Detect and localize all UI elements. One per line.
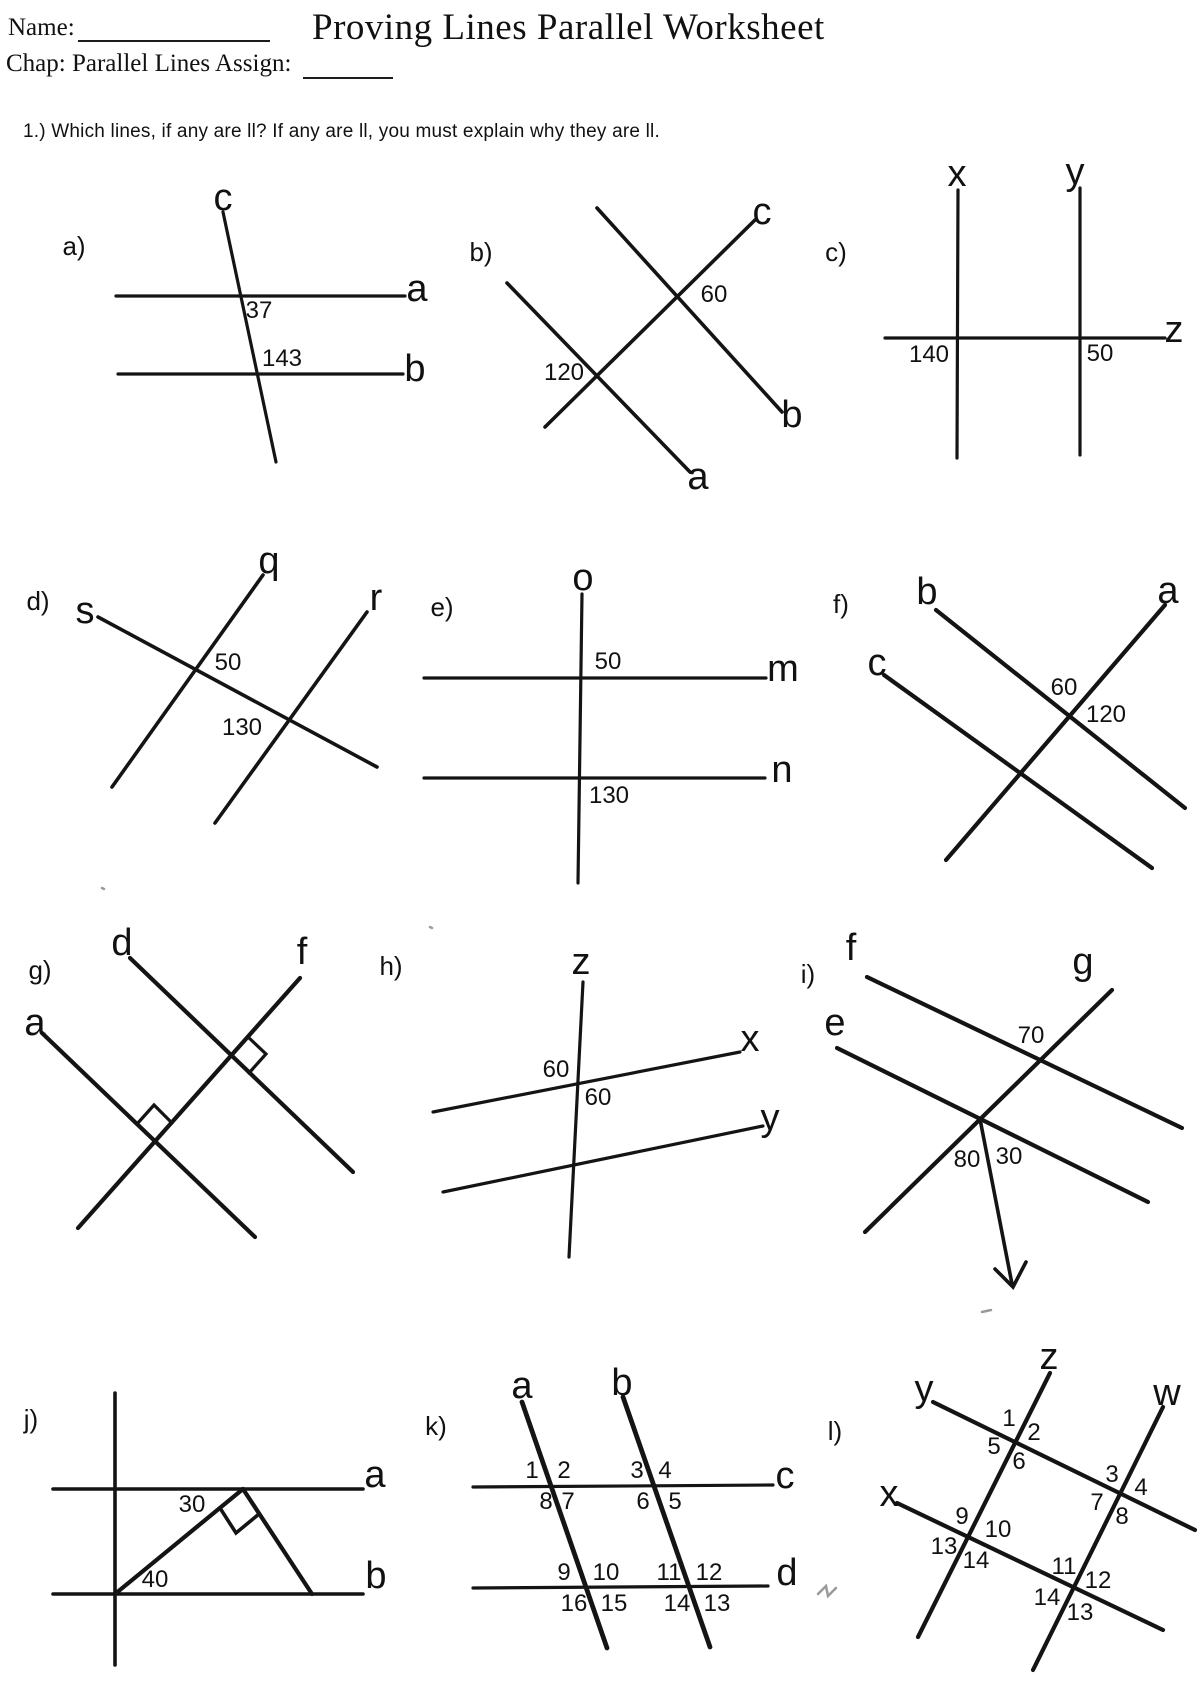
h-angle-60-right: 60 <box>584 1084 612 1111</box>
question-text: 1.) Which lines, if any are ll? If any are ll, you must explain why they are ll. <box>23 121 660 142</box>
a-angle-37: 37 <box>245 297 273 324</box>
k-angle-2: 2 <box>557 1457 571 1484</box>
diagram-d-art <box>98 575 377 823</box>
i-angle-80: 80 <box>953 1146 981 1173</box>
diagram-i-id: i) <box>800 959 816 989</box>
j-ray-right <box>243 1489 312 1594</box>
b-label-line-b: b <box>781 394 803 436</box>
a-label-line-c: c <box>213 177 233 219</box>
l-angle-4: 4 <box>1134 1474 1148 1501</box>
k-angle-8: 8 <box>539 1488 553 1515</box>
c-angle-140: 140 <box>908 341 950 368</box>
l-label-line-x: x <box>879 1473 899 1515</box>
diagram-j-art <box>53 1393 363 1665</box>
diagram-l-art <box>897 1373 1195 1670</box>
diagram-b-id: b) <box>469 237 493 267</box>
diagram-a-art <box>116 212 405 462</box>
l-angle-3: 3 <box>1105 1461 1119 1488</box>
d-line-s <box>98 617 377 767</box>
l-angle-1: 1 <box>1002 1405 1016 1432</box>
f-angle-120: 120 <box>1085 701 1127 728</box>
k-angle-12: 12 <box>695 1559 723 1586</box>
k-line-c <box>473 1485 773 1487</box>
l-angle-12: 12 <box>1084 1567 1112 1594</box>
i-label-line-e: e <box>824 1002 846 1044</box>
k-label-line-d: d <box>776 1552 798 1594</box>
b-line-c <box>545 220 755 427</box>
i-angle-30: 30 <box>995 1143 1023 1170</box>
a-angle-143: 143 <box>261 345 303 372</box>
d-angle-50: 50 <box>214 649 242 676</box>
k-label-line-a: a <box>511 1365 533 1407</box>
c-label-line-z: z <box>1164 309 1184 351</box>
k-label-line-b: b <box>611 1362 633 1404</box>
diagram-f-id: f) <box>833 589 849 619</box>
i-line-g <box>865 990 1112 1232</box>
k-angle-16: 16 <box>560 1590 588 1617</box>
l-angle-14b: 14 <box>1033 1584 1061 1611</box>
f-label-line-c: c <box>867 642 887 684</box>
d-label-line-s: s <box>75 590 95 632</box>
f-label-line-b: b <box>916 571 938 613</box>
l-label-line-y: y <box>914 1368 934 1410</box>
j-angle-40: 40 <box>141 1566 169 1593</box>
e-label-line-m: m <box>767 648 799 690</box>
f-label-line-a: a <box>1157 570 1179 612</box>
i-line-f <box>867 977 1182 1128</box>
a-label-line-a: a <box>406 268 428 310</box>
scan-speck <box>982 1310 991 1312</box>
diagram-g-id: g) <box>28 955 52 985</box>
b-angle-120: 120 <box>543 359 585 386</box>
h-line-z <box>569 982 583 1257</box>
diagram-k-id: k) <box>425 1411 447 1441</box>
b-label-line-c: c <box>752 191 772 233</box>
e-angle-130: 130 <box>588 782 630 809</box>
h-label-line-z: z <box>571 941 591 983</box>
d-angle-130: 130 <box>221 714 263 741</box>
diagram-d-id: d) <box>26 586 50 616</box>
k-angle-1: 1 <box>525 1457 539 1484</box>
h-label-line-x: x <box>740 1018 760 1060</box>
i-label-line-f: f <box>845 927 857 969</box>
l-line-w <box>1033 1407 1163 1670</box>
k-angle-14: 14 <box>663 1590 691 1617</box>
d-label-line-q: q <box>258 540 280 582</box>
j-right-angle-mark <box>220 1508 259 1533</box>
l-angle-2: 2 <box>1027 1419 1041 1446</box>
diagram-b-art <box>507 208 782 472</box>
k-angle-4: 4 <box>658 1457 672 1484</box>
h-angle-60-left: 60 <box>542 1056 570 1083</box>
k-line-d <box>473 1586 768 1588</box>
k-angle-11: 11 <box>656 1559 682 1586</box>
chapter-label: Chap: Parallel Lines Assign: <box>6 50 292 77</box>
b-line-b <box>597 208 782 412</box>
diagram-c-art <box>885 188 1165 458</box>
h-label-line-y: y <box>760 1097 780 1139</box>
scan-speck <box>102 888 104 889</box>
e-line-o <box>578 594 582 883</box>
i-angle-70: 70 <box>1017 1022 1045 1049</box>
diagram-l-id: l) <box>827 1416 843 1446</box>
scan-scribble <box>818 1586 836 1596</box>
k-angle-13: 13 <box>703 1590 731 1617</box>
diagram-h-id: h) <box>379 951 403 981</box>
j-label-line-b: b <box>365 1555 387 1597</box>
c-line-x <box>957 190 958 458</box>
d-label-line-r: r <box>369 577 383 619</box>
g-label-line-f: f <box>296 931 308 973</box>
c-label-line-x: x <box>947 153 967 195</box>
e-label-line-n: n <box>771 749 793 791</box>
k-angle-5: 5 <box>668 1488 682 1515</box>
diagram-h-art <box>433 982 763 1257</box>
e-label-line-o: o <box>572 557 594 599</box>
name-label: Name: <box>8 14 75 41</box>
j-label-line-a: a <box>364 1454 386 1496</box>
page-title: Proving Lines Parallel Worksheet <box>312 7 825 48</box>
l-label-line-z: z <box>1039 1336 1059 1378</box>
a-label-line-b: b <box>404 348 426 390</box>
b-angle-60: 60 <box>700 281 728 308</box>
l-line-z <box>918 1373 1050 1637</box>
l-angle-7: 7 <box>1090 1489 1104 1516</box>
k-angle-10: 10 <box>592 1559 620 1586</box>
e-angle-50: 50 <box>594 648 622 675</box>
g-right-angle-mark-lower <box>137 1105 172 1124</box>
l-angle-14: 14 <box>962 1547 990 1574</box>
scan-speck <box>430 927 432 928</box>
g-label-line-d: d <box>111 922 133 964</box>
h-line-y <box>443 1126 763 1192</box>
l-angle-13b: 13 <box>1066 1599 1094 1626</box>
b-label-line-a: a <box>687 456 709 498</box>
diagram-f-art <box>884 605 1185 868</box>
diagram-e-art <box>424 594 766 883</box>
k-angle-9: 9 <box>557 1559 571 1586</box>
l-angle-5: 5 <box>987 1433 1001 1460</box>
c-label-line-y: y <box>1065 151 1085 193</box>
c-angle-50: 50 <box>1086 340 1114 367</box>
l-angle-8: 8 <box>1115 1503 1129 1530</box>
l-angle-9: 9 <box>955 1503 969 1530</box>
d-line-q <box>112 575 263 787</box>
diagram-c-id: c) <box>825 237 847 267</box>
l-angle-13: 13 <box>930 1533 958 1560</box>
diagram-a-id: a) <box>62 231 86 261</box>
l-angle-10: 10 <box>984 1516 1012 1543</box>
diagram-j-id: j) <box>23 1404 39 1434</box>
l-angle-6: 6 <box>1012 1448 1026 1475</box>
a-line-c <box>223 212 276 462</box>
j-angle-30: 30 <box>178 1491 206 1518</box>
k-angle-15: 15 <box>600 1590 628 1617</box>
l-label-line-w: w <box>1153 1372 1181 1414</box>
i-label-line-g: g <box>1072 941 1094 983</box>
k-label-line-c: c <box>775 1455 795 1497</box>
f-angle-60: 60 <box>1050 674 1078 701</box>
l-angle-11: 11 <box>1051 1553 1077 1580</box>
g-label-line-a: a <box>24 1002 46 1044</box>
k-angle-3: 3 <box>630 1457 644 1484</box>
g-line-d <box>130 958 353 1172</box>
diagram-e-id: e) <box>430 592 454 622</box>
f-line-b <box>936 610 1185 808</box>
diagram-i-art <box>837 977 1182 1287</box>
k-angle-7: 7 <box>561 1488 575 1515</box>
g-right-angle-mark-upper <box>248 1037 266 1073</box>
diagram-g-art <box>42 958 353 1237</box>
k-angle-6: 6 <box>636 1488 650 1515</box>
